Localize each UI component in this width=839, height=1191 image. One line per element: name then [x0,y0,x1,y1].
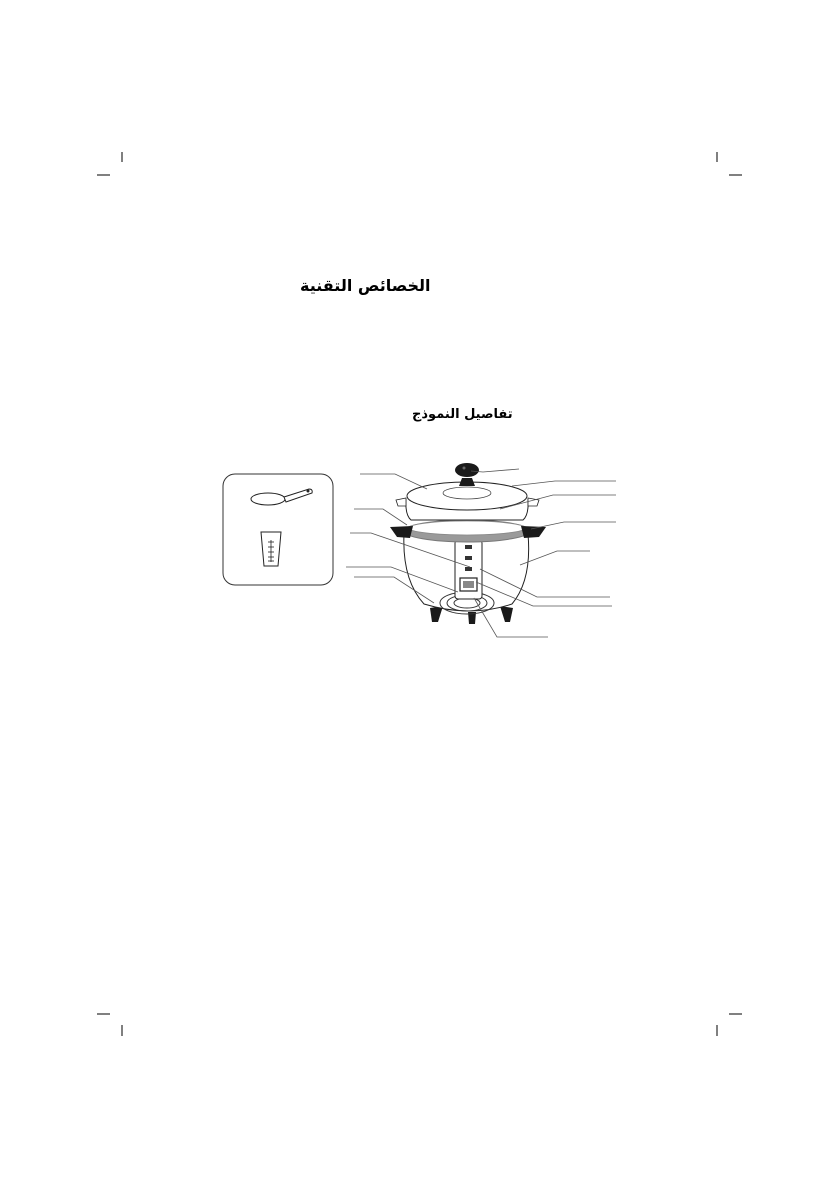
page-title: الخصائص التقنية [300,276,431,295]
measuring-cup-icon [261,532,281,566]
rice-cooker-icon [390,463,546,624]
accessories-box [223,474,333,585]
section-title: تفاصيل النموذج [412,407,513,422]
